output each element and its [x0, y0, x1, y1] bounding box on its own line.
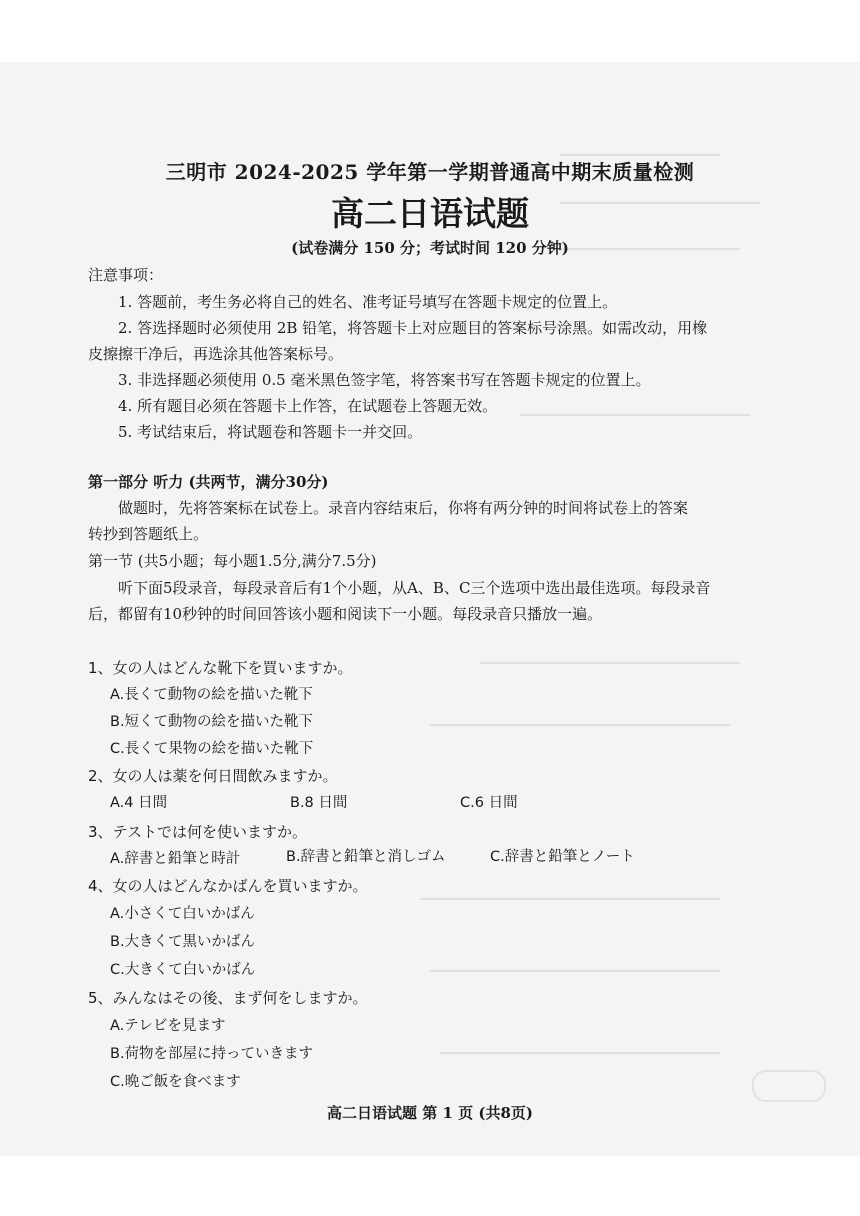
part1-heading: 第一部分 听力 (共两节，满分30分): [88, 473, 329, 491]
question-stem: 4、女の人はどんなかばんを買いますか。: [88, 877, 368, 895]
section1-instructions: 后，都留有10秒钟的时间回答该小题和阅读下一小题。每段录音只播放一遍。: [88, 605, 603, 623]
answer-option: A.長くて動物の絵を描いた靴下: [110, 687, 313, 703]
bleed-through-line: [430, 970, 720, 972]
question-stem: 1、女の人はどんな靴下を買いますか。: [88, 659, 353, 677]
bleed-through-line: [430, 724, 730, 726]
answer-option: C.辞書と鉛筆とノート: [490, 849, 635, 865]
page-footer: 高二日语试题 第 1 页 (共8页): [327, 1104, 533, 1122]
faded-stamp: [752, 1070, 826, 1102]
notice-item: 皮擦擦干净后，再选涂其他答案标号。: [88, 345, 344, 363]
answer-option: C.大きくて白いかばん: [110, 962, 256, 978]
answer-option: A.辞書と鉛筆と時計: [110, 851, 241, 867]
answer-option: C.6 日間: [460, 795, 518, 811]
part1-intro: 转抄到答题纸上。: [88, 525, 209, 543]
notice-item: 4. 所有题目必须在答题卡上作答，在试题卷上答题无效。: [118, 397, 498, 415]
notice-item: 1. 答题前，考生务必将自己的姓名、准考证号填写在答题卡规定的位置上。: [118, 293, 618, 311]
answer-option: C.晩ご飯を食べます: [110, 1074, 241, 1090]
notice-item: 2. 答选择题时必须使用 2B 铅笔，将答题卡上对应题目的答案标号涂黑。如需改动，用橡: [118, 319, 708, 337]
bleed-through-line: [520, 414, 750, 416]
exam-title-main: 高二日语试题: [331, 194, 529, 233]
bleed-through-line: [440, 1052, 720, 1054]
exam-title-line1: 三明市 2024-2025 学年第一学期普通高中期末质量检测: [165, 160, 695, 184]
question-stem: 5、みんなはその後、まず何をしますか。: [88, 989, 368, 1007]
notice-heading: 注意事项：: [88, 266, 164, 284]
question-stem: 2、女の人は薬を何日間飲みますか。: [88, 767, 338, 785]
question-stem: 3、テストでは何を使いますか。: [88, 823, 307, 841]
answer-option: B.辞書と鉛筆と消しゴム: [286, 849, 446, 865]
answer-option: C.長くて果物の絵を描いた靴下: [110, 741, 314, 757]
answer-option: B.大きくて黒いかばん: [110, 934, 256, 950]
section1-heading: 第一节 (共5小题；每小题1.5分,满分7.5分): [88, 552, 377, 570]
answer-option: B.荷物を部屋に持っていきます: [110, 1046, 314, 1062]
answer-option: B.短くて動物の絵を描いた靴下: [110, 714, 314, 730]
part1-intro: 做题时，先将答案标在试卷上。录音内容结束后，你将有两分钟的时间将试卷上的答案: [118, 499, 689, 517]
exam-subtitle: (试卷满分 150 分；考试时间 120 分钟): [291, 239, 569, 257]
bleed-through-line: [420, 898, 720, 900]
section1-instructions: 听下面5段录音，每段录音后有1个小题，从A、B、C三个选项中选出最佳选项。每段录音: [118, 579, 711, 597]
answer-option: A.4 日間: [110, 795, 168, 811]
answer-option: A.テレビを見ます: [110, 1018, 226, 1034]
answer-option: B.8 日間: [290, 795, 348, 811]
answer-option: A.小さくて白いかばん: [110, 906, 255, 922]
bleed-through-line: [480, 662, 740, 664]
notice-item: 3. 非选择题必须使用 0.5 毫米黑色签字笔，将答案书写在答题卡规定的位置上。: [118, 371, 651, 389]
bleed-through-line: [560, 154, 720, 156]
notice-item: 5. 考试结束后，将试题卷和答题卡一并交回。: [118, 423, 423, 441]
